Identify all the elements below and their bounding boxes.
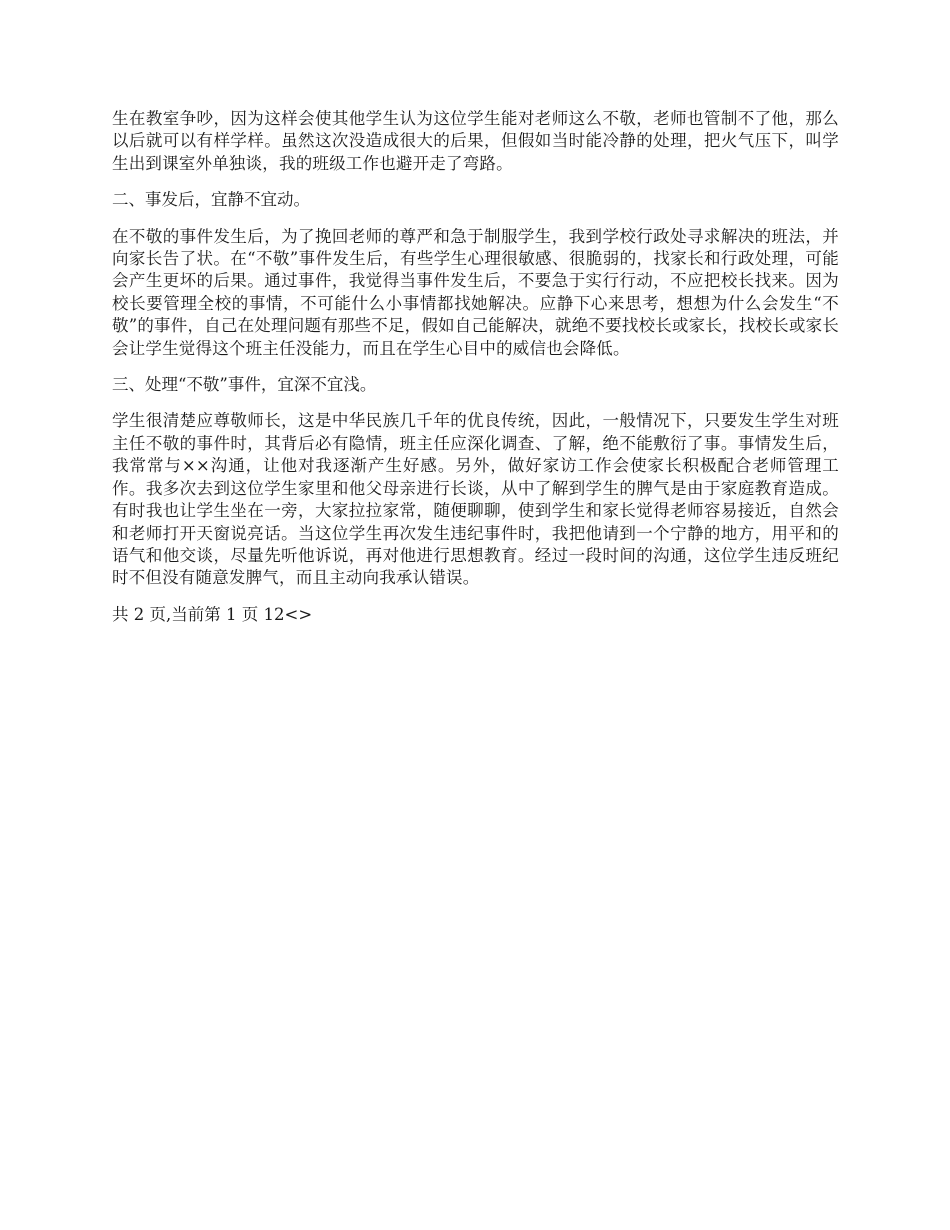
page-link-2[interactable]: 2 <box>273 604 285 624</box>
next-page-link[interactable]: > <box>298 604 313 624</box>
pagination <box>112 604 839 626</box>
paragraph-intro: 生在教室争吵，因为这样会使其他学生认为这位学生能对老师这么不敬，老师也管制不了他，那么以后就可以有样学样。虽然这次没造成很大的后果，但假如当时能冷静的处理，把火气压下，叫学生出到课室外单独谈，我的班级工作也避开走了弯路。 <box>112 109 839 173</box>
pagination-summary: 共 2 页,当前第 1 页 <box>112 604 259 624</box>
section-heading-3: 三、处理“不敬”事件，宜深不宜浅。 <box>112 375 377 395</box>
paragraph-section-3: 学生很清楚应尊敬师长，这是中华民族几千年的优良传统，因此，一般情况下，只要发生学生对班主任不敬的事件时，其背后必有隐情，班主任应深化调查、了解，绝不能敷衍了事。事情发生后，我常常与××沟通，让他对我逐渐产生好感。另外，做好家访工作会使家长积极配合老师管理工作。我多次去到这位学生家里和他父母亲进行长谈，从中了解到学生的脾气是由于家庭教育造成。有时我也让学生坐在一旁，大家拉拉家常，随便聊聊，使到学生和家长觉得老师容易接近，自然会和老师打开天窗说亮话。当这位学生再次发生违纪事件时，我把他请到一个宁静的地方，用平和的语气和他交谈，尽量先听他诉说，再对他进行思想教育。经过一段时间的沟通，这位学生违反班纪时不但没有随意发脾气，而且主动向我承认错误。 <box>112 411 839 588</box>
paragraph-section-2: 在不敬的事件发生后，为了挽回老师的尊严和急于制服学生，我到学校行政处寻求解决的班法，并向家长告了状。在“不敬”事件发生后，有些学生心理很敏感、很脆弱的，找家长和行政处理，可能会产生更坏的后果。通过事件，我觉得当事件发生后，不要急于实行行动，不应把校长找来。因为校长要管理全校的事情，不可能什么小事情都找她解决。应静下心来思考，想想为什么会发生“不敬”的事件，自己在处理问题有那些不足，假如自己能解决，就绝不要找校长或家长，找校长或家长会让学生觉得这个班主任没能力，而且在学生心目中的威信也会降低。 <box>112 226 839 358</box>
section-heading-2: 二、事发后，宜静不宜动。 <box>112 190 310 210</box>
document-body <box>112 108 839 626</box>
prev-page-link[interactable]: < <box>284 604 299 624</box>
page-link-1[interactable]: 1 <box>263 604 274 624</box>
